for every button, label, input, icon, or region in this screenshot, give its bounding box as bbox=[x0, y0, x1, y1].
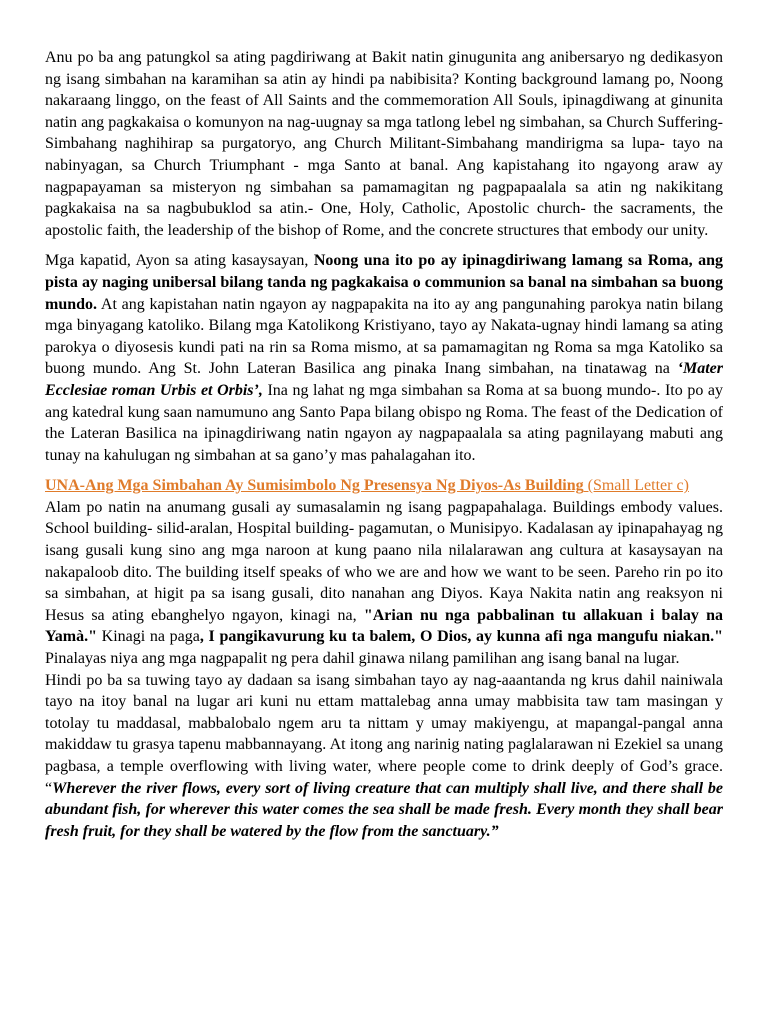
paragraph-buildings-quote-1: "Arian nu nga pabbalinan tu allakuan i balay na Yamà." bbox=[45, 606, 724, 646]
paragraph-buildings bbox=[45, 497, 723, 670]
section-heading-title: UNA-Ang Mga Simbahan Ay Sumisimbolo Ng Presensya Ng Diyos-As Building bbox=[45, 477, 584, 495]
paragraph-history bbox=[45, 250, 723, 466]
section-heading bbox=[45, 475, 723, 497]
paragraph-intro bbox=[45, 47, 723, 241]
paragraph-intro-text: Anu po ba ang patungkol sa ating pagdiriwang at Bakit natin ginugunita ang anibersaryo ng dedikasyon ng isang simbahan na karamihan sa atin ay hindi pa nabibisita? Konting background lamang po, Noong nakaraang linggo, on the feast of All Saints and the commemoration All Souls, ipinagdiwang at ginunita natin ang pagkakaisa o komunyon na nag-uugnay sa mga tatlong lebel ng simbahan, sa Church Suffering-Simbahang naghihirap sa purgatoryo, ang Church Militant-Simbahang mandirigma sa lupa- tayo na nabinyagan, sa Church Triumphant - mga Santo at banal. Ang kapistahang ito ngayong araw ay nagpapayaman sa misteryon ng simbahan sa pamamagitan ng pagpapaalala sa atin ng nakikitang pagkakaisa na sa nagbubuklod sa atin.- One, Holy, Catholic, Apostolic church- the sacraments, the apostolic faith, the leadership of the bishop of Rome, and the concrete structures that embody our unity. bbox=[45, 49, 723, 239]
document-body bbox=[45, 47, 723, 842]
paragraph-ezekiel bbox=[45, 670, 723, 843]
paragraph-buildings-text-a: Alam po natin na anumang gusali ay sumasalamin ng isang pagpapahalaga. Buildings embody values. School building- silid-aralan, Hospital building- pagamutan, o Munisipyo. Kadalasan ay ipinapahayag ng isang gusali kung sino ang mga naroon at kung paano nila nilalarawan ang cultura at kasaysayan na nakapaloob dito. The building itself speaks of who we are and how we want to be seen. Pareho rin po ito sa simbahan, at higit pa sa isang gusali, dito nanahan ang Diyos. Kaya Nakita natin ang reaksyon ni Hesus sa ating ebanghelyo ngayon, kinagi na, bbox=[45, 498, 723, 624]
paragraph-history-latin-title: ‘Mater Ecclesiae roman Urbis et Orbis’, bbox=[45, 360, 723, 399]
paragraph-history-text-c: At ang kapistahan natin ngayon ay nagpapakita na ito ay ang pangunahing parokya natin bilang mga binyagang katoliko. Bilang mga Katolikong Kristiyano, tayo ay Nakata-ugnay hindi lamang sa ating parokya o diyosesis kundi pati na rin sa Roma mismo, at sa pamamagitan ng Roma sa mga Katoliko sa buong mundo. Ang St. John Lateran Basilica ang pinaka Inang simbahan, na tinatawag na bbox=[45, 295, 723, 378]
paragraph-history-text-e: Ina ng lahat ng mga simbahan sa Roma at sa buong mundo-. Ito po ay ang katedral kung saan namumuno ang Santo Papa bilang obispo ng Roma. The feast of the Dedication of the Lateran Basilica na ipinagdiriwang natin ngayon ay nagpapaalala sa ating pagnilayang mabuti ang tunay na kahulugan ng simbahan at sa gano’y mas pahalagahan ito. bbox=[45, 381, 723, 464]
paragraph-buildings-text-e: Pinalayas niya ang mga nagpapalit ng pera dahil ginawa nilang pamilihan ang isang banal na lugar. bbox=[45, 650, 680, 668]
paragraph-ezekiel-quote: Wherever the river flows, every sort of living creature that can multiply shall live, and there shall be abundant fish, for wherever this water comes the sea shall be made fresh. Every month they shall bear fresh fruit, for they shall be watered by the flow from the sanctuary.” bbox=[45, 779, 723, 840]
paragraph-ezekiel-text-a: Hindi po ba sa tuwing tayo ay dadaan sa isang simbahan tayo ay nag-aaantanda ng krus dahil nainiwala tayo na itoy banal na lugar ari kuni nu ettam mattalebag anna umay mabbisita taw tam masingan y totolay tu maddasal, mabbalobalo ngem aru ta nittam y umay makiyengu, at mapangal-pangal anna makiddaw tu grasya tapenu mabbannayang. At itong ang narinig nating paglalarawan ni Ezekiel sa unang pagbasa, a temple overflowing with living water, where people come to drink deeply of God’s grace. “ bbox=[45, 671, 723, 797]
paragraph-buildings-text-c: Kinagi na paga bbox=[97, 628, 200, 646]
section-heading-note: (Small Letter c) bbox=[583, 477, 689, 495]
paragraph-buildings-quote-2: , I pangikavurung ku ta balem, O Dios, ay kunna afi nga mangufu niakan." bbox=[199, 628, 723, 646]
paragraph-history-bold-text: Noong una ito po ay ipinagdiriwang lamang sa Roma, ang pista ay naging unibersal bilang tanda ng pagkakaisa o communion sa banal na simbahan sa buong mundo. bbox=[45, 252, 723, 313]
paragraph-history-text-a: Mga kapatid, Ayon sa ating kasaysayan, bbox=[45, 252, 314, 270]
